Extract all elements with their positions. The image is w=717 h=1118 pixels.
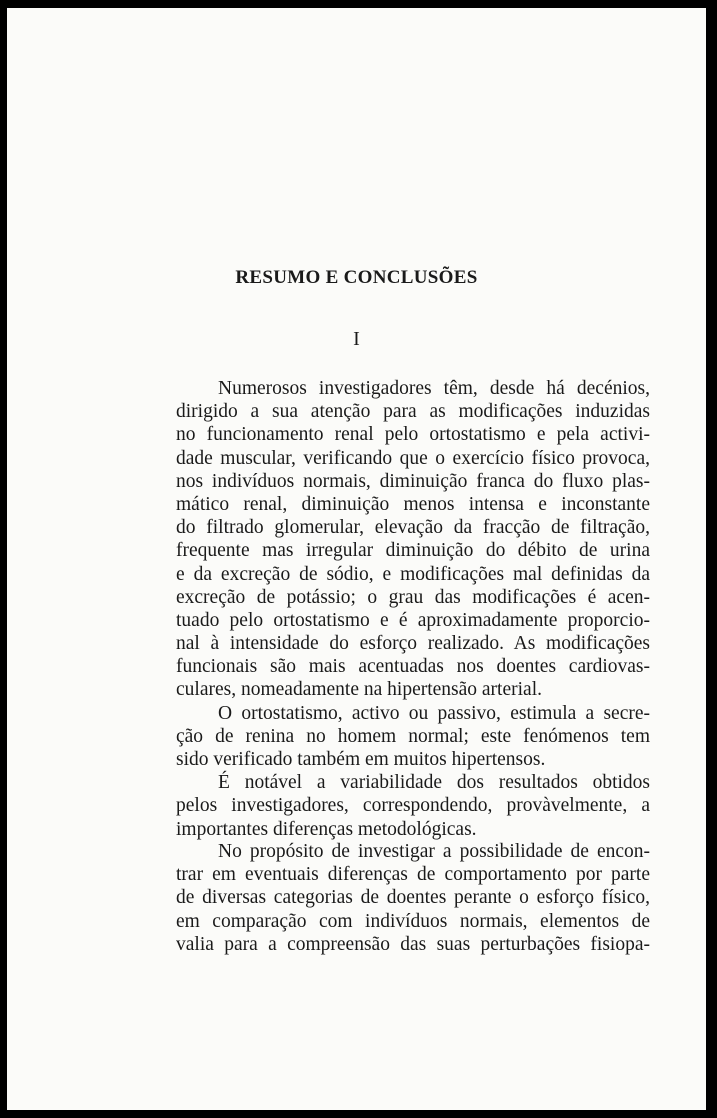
text-line: É notável a variabilidade dos resultados obtidos — [218, 772, 650, 794]
text-line: de diversas categorias de doentes perante o esforço físico, — [176, 887, 650, 909]
text-line: No propósito de investigar a possibilidade de encon- — [218, 841, 650, 862]
paragraph-4 — [176, 840, 650, 956]
text-line: tuado pelo ortostatismo e é aproximadamente proporcio- — [176, 609, 650, 631]
section-heading: RESUMO E CONCLUSÕES — [235, 267, 478, 288]
text-line: valia para a compreensão das suas perturbações fisiopa- — [176, 933, 650, 955]
document-page — [7, 8, 706, 1110]
text-line: nal à intensidade do esforço realizado. As modificações — [176, 633, 650, 655]
paragraph-1 — [176, 377, 650, 400]
text-line: sido verificado também em muitos hipertensos. — [176, 749, 546, 770]
text-line: e da excreção de sódio, e modificações mal definidas da — [176, 563, 650, 585]
section-numeral: I — [353, 328, 360, 350]
text-line: O ortostatismo, activo ou passivo, estimula a secre- — [218, 702, 650, 724]
text-line: ção de renina no homem normal; este fenómenos tem — [176, 725, 650, 747]
text-line: mático renal, diminuição menos intensa e inconstante — [176, 493, 650, 515]
paragraph-3 — [176, 771, 650, 841]
text-line: Numerosos investigadores têm, desde há decénios, — [218, 378, 650, 399]
paragraph-2 — [176, 702, 650, 772]
text-line: do filtrado glomerular, elevação da fracção de filtração, — [176, 517, 650, 539]
paragraph-1-continued — [176, 400, 650, 701]
text-line: dade muscular, verificando que o exercício físico provoca, — [176, 447, 650, 469]
text-block-1 — [176, 377, 650, 841]
text-line: frequente mas irregular diminuição do débito de urina — [176, 540, 650, 562]
text-line: nos indivíduos normais, diminuição franca do fluxo plas- — [176, 470, 650, 492]
text-line: pelos investigadores, correspondendo, provàvelmente, a — [176, 795, 650, 817]
text-line: excreção de potássio; o grau das modificações é acen- — [176, 586, 650, 608]
text-line: importantes diferenças metodológicas. — [176, 818, 477, 840]
text-line: em comparação com indivíduos normais, elementos de — [176, 910, 650, 932]
text-line: dirigido a sua atenção para as modificações induzidas — [176, 401, 650, 423]
text-line: funcionais são mais acentuadas nos doentes cardiovas- — [176, 656, 650, 678]
text-line: trar em eventuais diferenças de comportamento por parte — [176, 864, 650, 886]
text-block-2 — [176, 840, 650, 956]
text-line: no funcionamento renal pelo ortostatismo e pela activi- — [176, 424, 650, 446]
text-line: culares, nomeadamente na hipertensão arterial. — [176, 679, 542, 701]
